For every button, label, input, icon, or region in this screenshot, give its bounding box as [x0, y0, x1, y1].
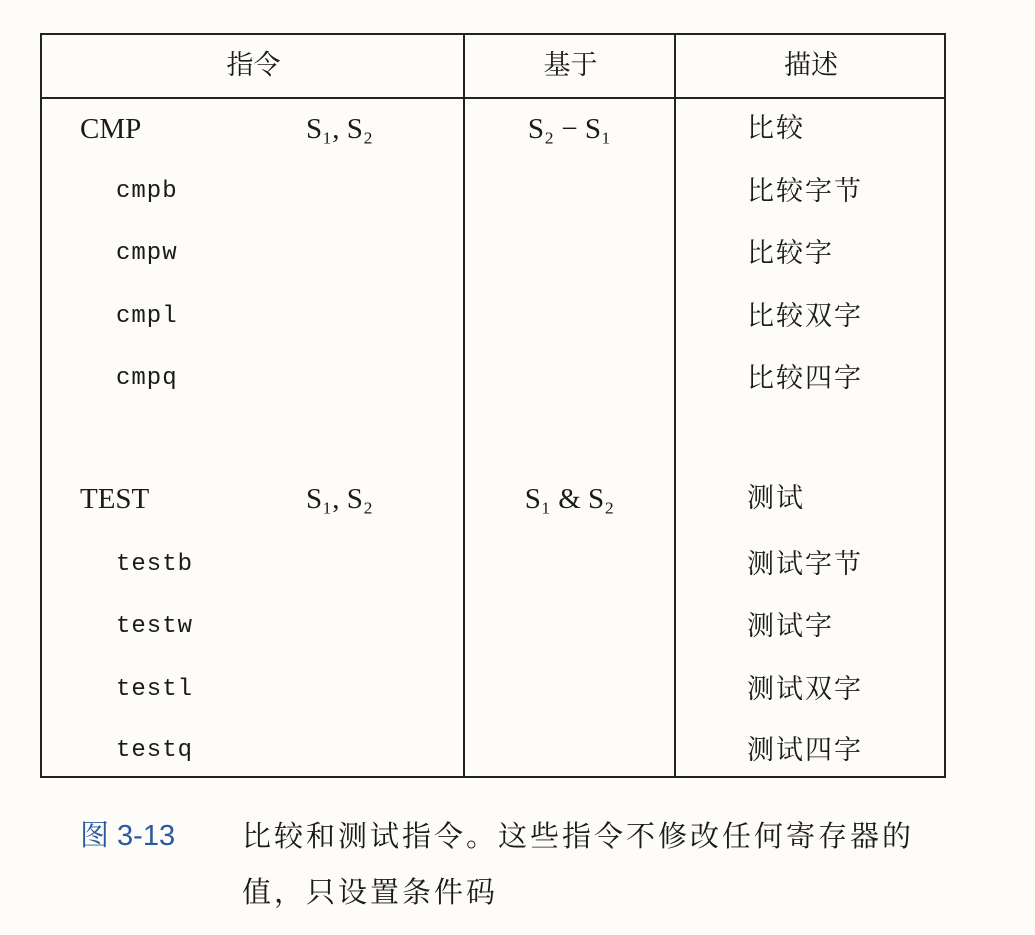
description: 比较字 — [747, 238, 834, 269]
table-row — [42, 534, 944, 596]
description: 测试双字 — [747, 674, 863, 705]
table-row — [42, 161, 944, 223]
header-based-on: 基于 — [543, 50, 598, 81]
description: 比较四字 — [747, 363, 863, 394]
instruction-table — [40, 33, 946, 778]
table-row — [42, 468, 944, 530]
header-description: 描述 — [784, 50, 838, 81]
table-row — [42, 720, 944, 782]
table-row — [42, 286, 944, 348]
instruction-name: cmpq — [116, 365, 178, 392]
based-on: S₂ − S₁ — [527, 113, 612, 145]
instruction-name: TEST — [80, 483, 150, 515]
instruction-name: testb — [116, 551, 194, 578]
table-row — [42, 348, 944, 410]
description: 测试 — [747, 483, 805, 514]
instruction-name: cmpl — [116, 303, 178, 330]
description: 测试字 — [747, 611, 834, 642]
description: 测试字节 — [747, 549, 863, 580]
description: 比较字节 — [747, 176, 863, 207]
based-on: S₁ & S₂ — [524, 483, 615, 515]
table-row — [42, 223, 944, 285]
figure-label: 图 3-13 — [80, 820, 176, 852]
instruction-name: testq — [116, 737, 194, 764]
instruction-name: cmpw — [116, 240, 178, 267]
instruction-name: CMP — [80, 113, 142, 145]
table-row — [42, 596, 944, 658]
header-instruction: 指令 — [226, 50, 281, 81]
caption-text: 比较和测试指令。这些指令不修改任何寄存器的值，只设置条件码 — [242, 819, 915, 909]
operands: S₁, S₂ — [306, 483, 373, 515]
description: 比较 — [747, 113, 805, 144]
instruction-name: cmpb — [116, 178, 178, 205]
table-header — [42, 35, 944, 99]
table-row — [42, 98, 944, 160]
description: 比较双字 — [747, 301, 863, 332]
instruction-name: testw — [116, 613, 194, 640]
operands: S₁, S₂ — [306, 113, 373, 145]
table-row — [42, 659, 944, 721]
instruction-name: testl — [116, 676, 194, 703]
description: 测试四字 — [747, 735, 863, 766]
